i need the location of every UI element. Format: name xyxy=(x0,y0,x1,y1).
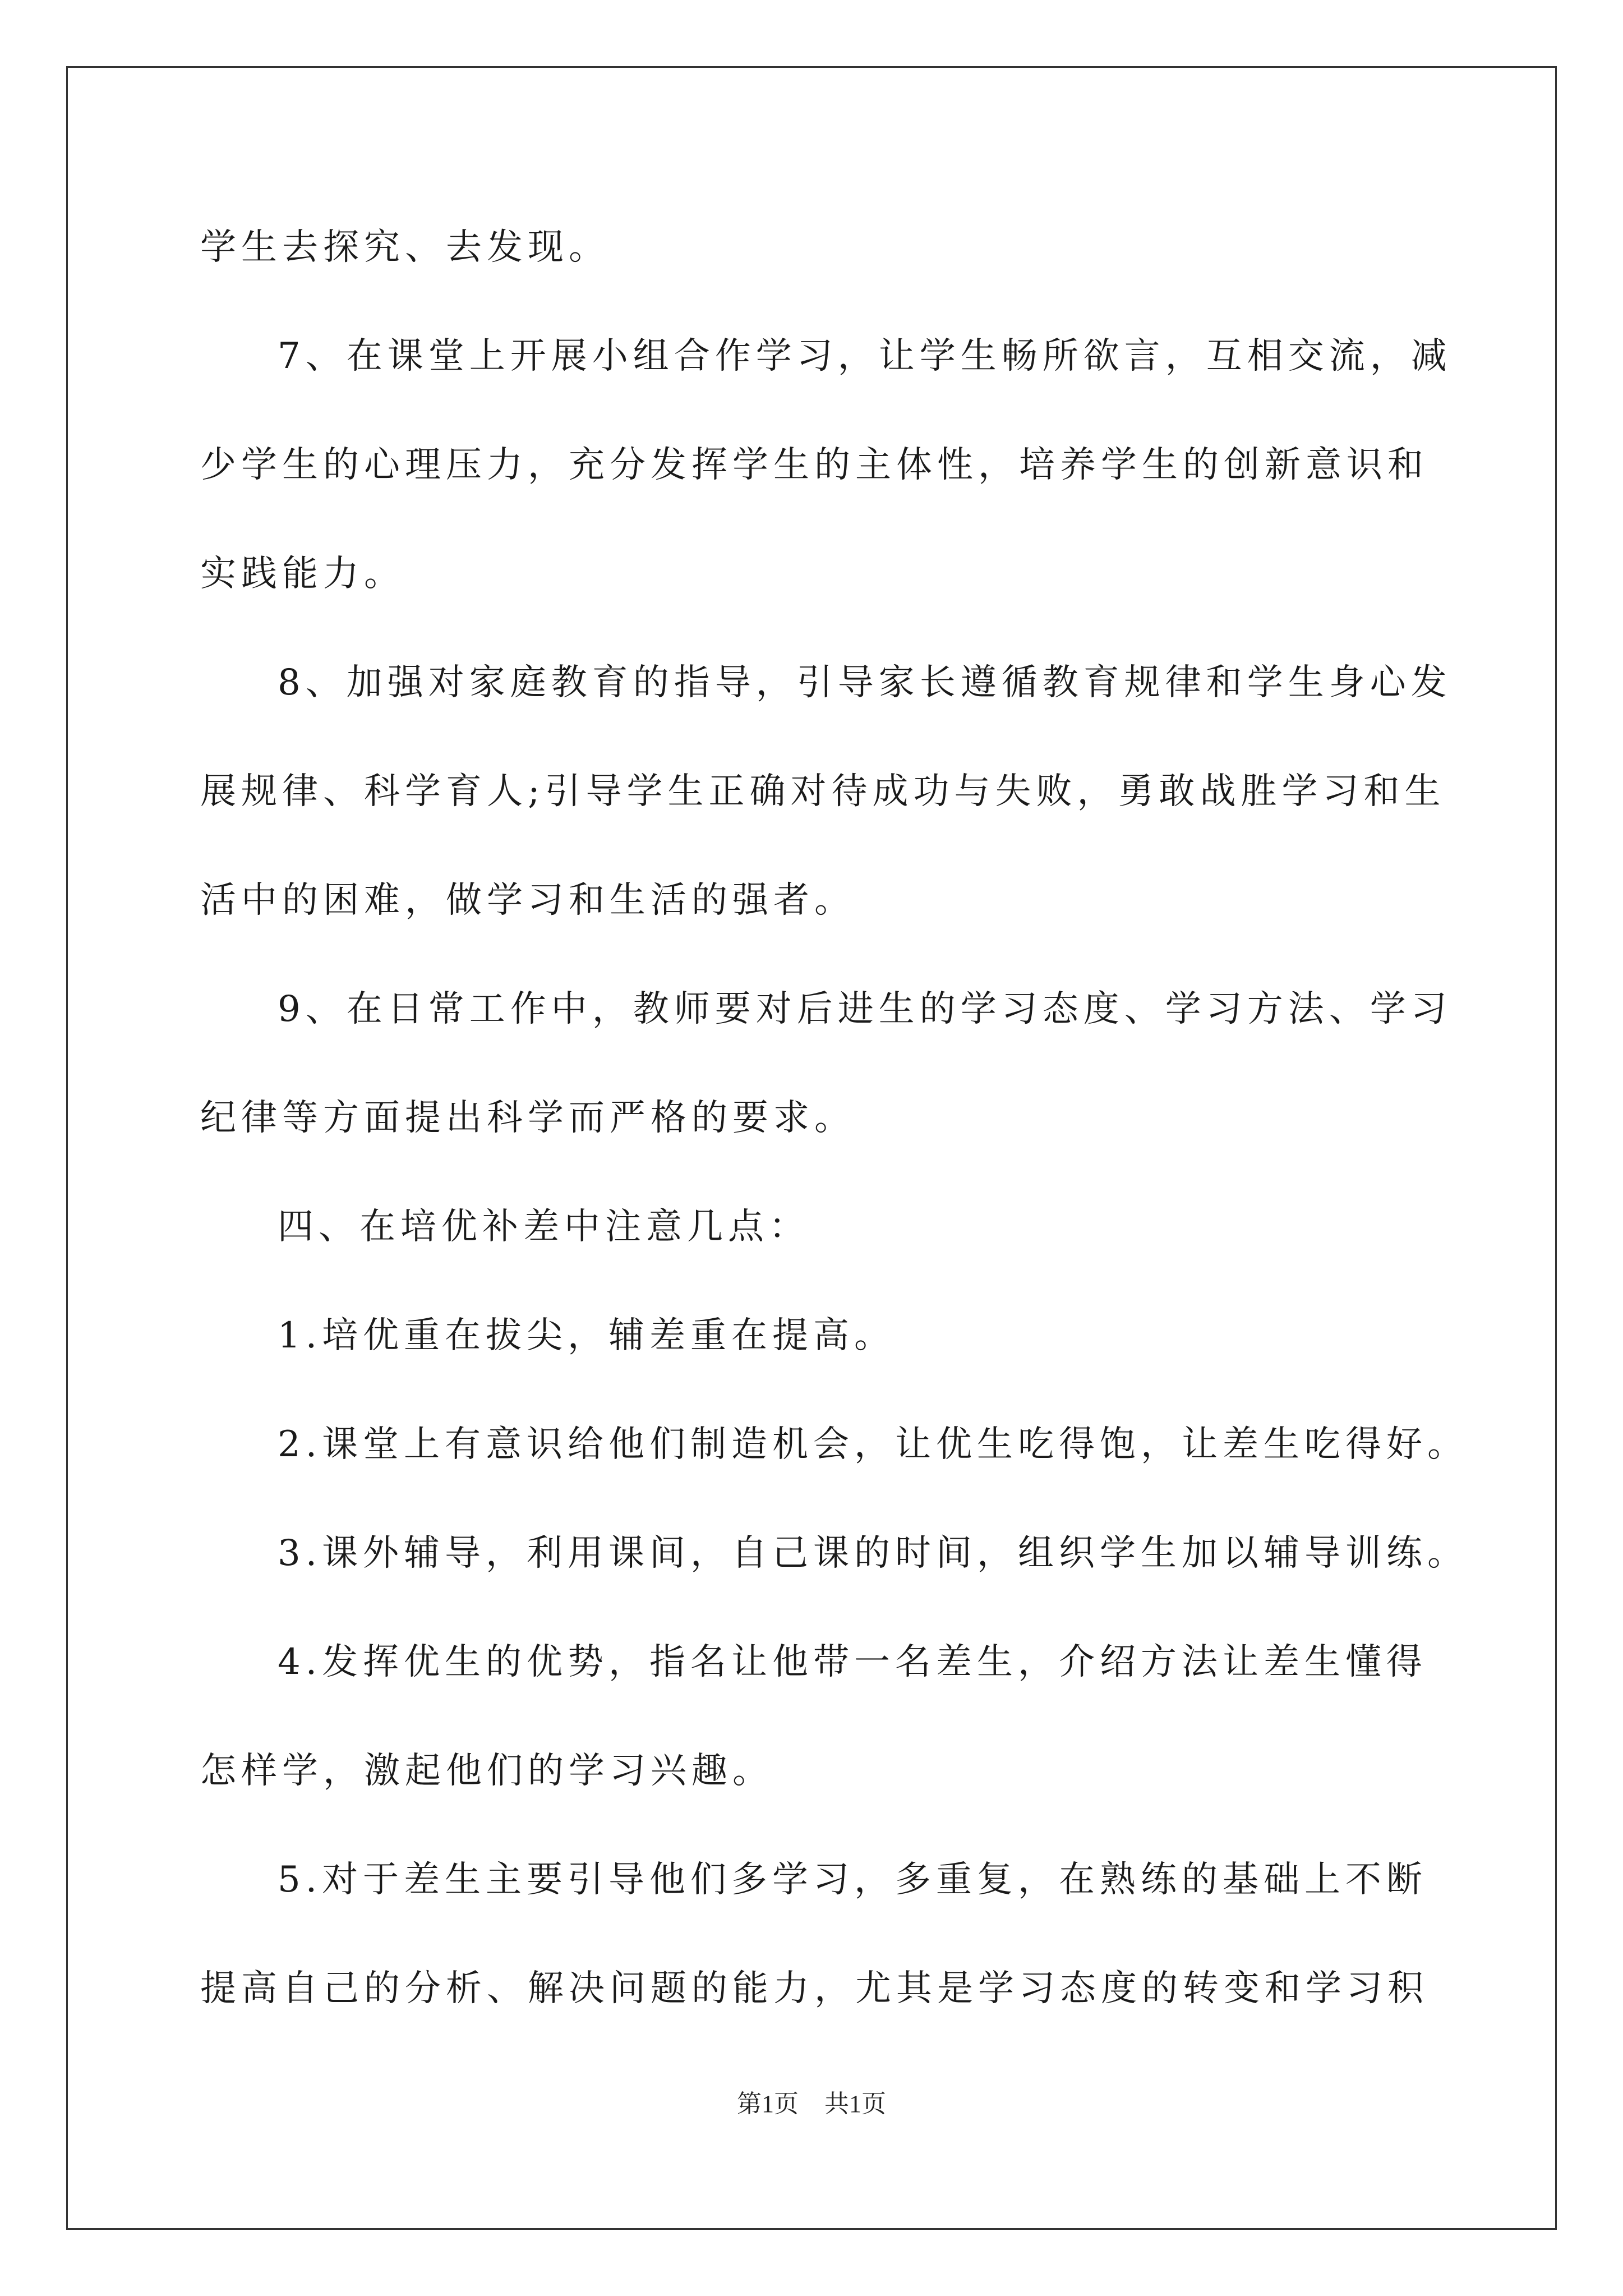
document-body xyxy=(200,193,1469,2043)
text-line: 2.课堂上有意识给他们制造机会，让优生吃得饱，让差生吃得好。 xyxy=(278,1424,1469,1465)
text-line: 活中的困难，做学习和生活的强者。 xyxy=(200,880,855,921)
text-line: 1.培优重在拔尖，辅差重在提高。 xyxy=(278,1315,896,1356)
text-line: 展规律、科学育人;引导学生正确对待成功与失败，勇敢战胜学习和生 xyxy=(200,771,1446,812)
text-line: 5.对于差生主要引导他们多学习，多重复，在熟练的基础上不断 xyxy=(278,1859,1428,1901)
text-line: 4.发挥优生的优势，指名让他带一名差生，介绍方法让差生懂得 xyxy=(278,1641,1428,1683)
text-line: 实践能力。 xyxy=(200,553,405,595)
text-line: 提高自己的分析、解决问题的能力，尤其是学习态度的转变和学习积 xyxy=(200,1968,1428,2009)
text-line: 怎样学，激起他们的学习兴趣。 xyxy=(200,1750,773,1792)
page-footer xyxy=(0,2083,1623,2119)
text-line: 学生去探究、去发现。 xyxy=(200,227,610,268)
page-number-total: 共1页 xyxy=(824,2090,886,2118)
text-line: 少学生的心理压力，充分发挥学生的主体性，培养学生的创新意识和 xyxy=(200,444,1428,486)
text-line: 7、在课堂上开展小组合作学习，让学生畅所欲言，互相交流，减 xyxy=(278,335,1452,377)
page-number-current: 第1页 xyxy=(737,2090,799,2118)
text-line: 纪律等方面提出科学而严格的要求。 xyxy=(200,1097,855,1139)
text-line: 8、加强对家庭教育的指导，引导家长遵循教育规律和学生身心发 xyxy=(278,662,1452,703)
text-line: 3.课外辅导，利用课间，自己课的时间，组织学生加以辅导训练。 xyxy=(278,1533,1469,1574)
text-line: 9、在日常工作中，教师要对后进生的学习态度、学习方法、学习 xyxy=(278,988,1452,1030)
text-line: 四、在培优补差中注意几点： xyxy=(278,1206,810,1248)
